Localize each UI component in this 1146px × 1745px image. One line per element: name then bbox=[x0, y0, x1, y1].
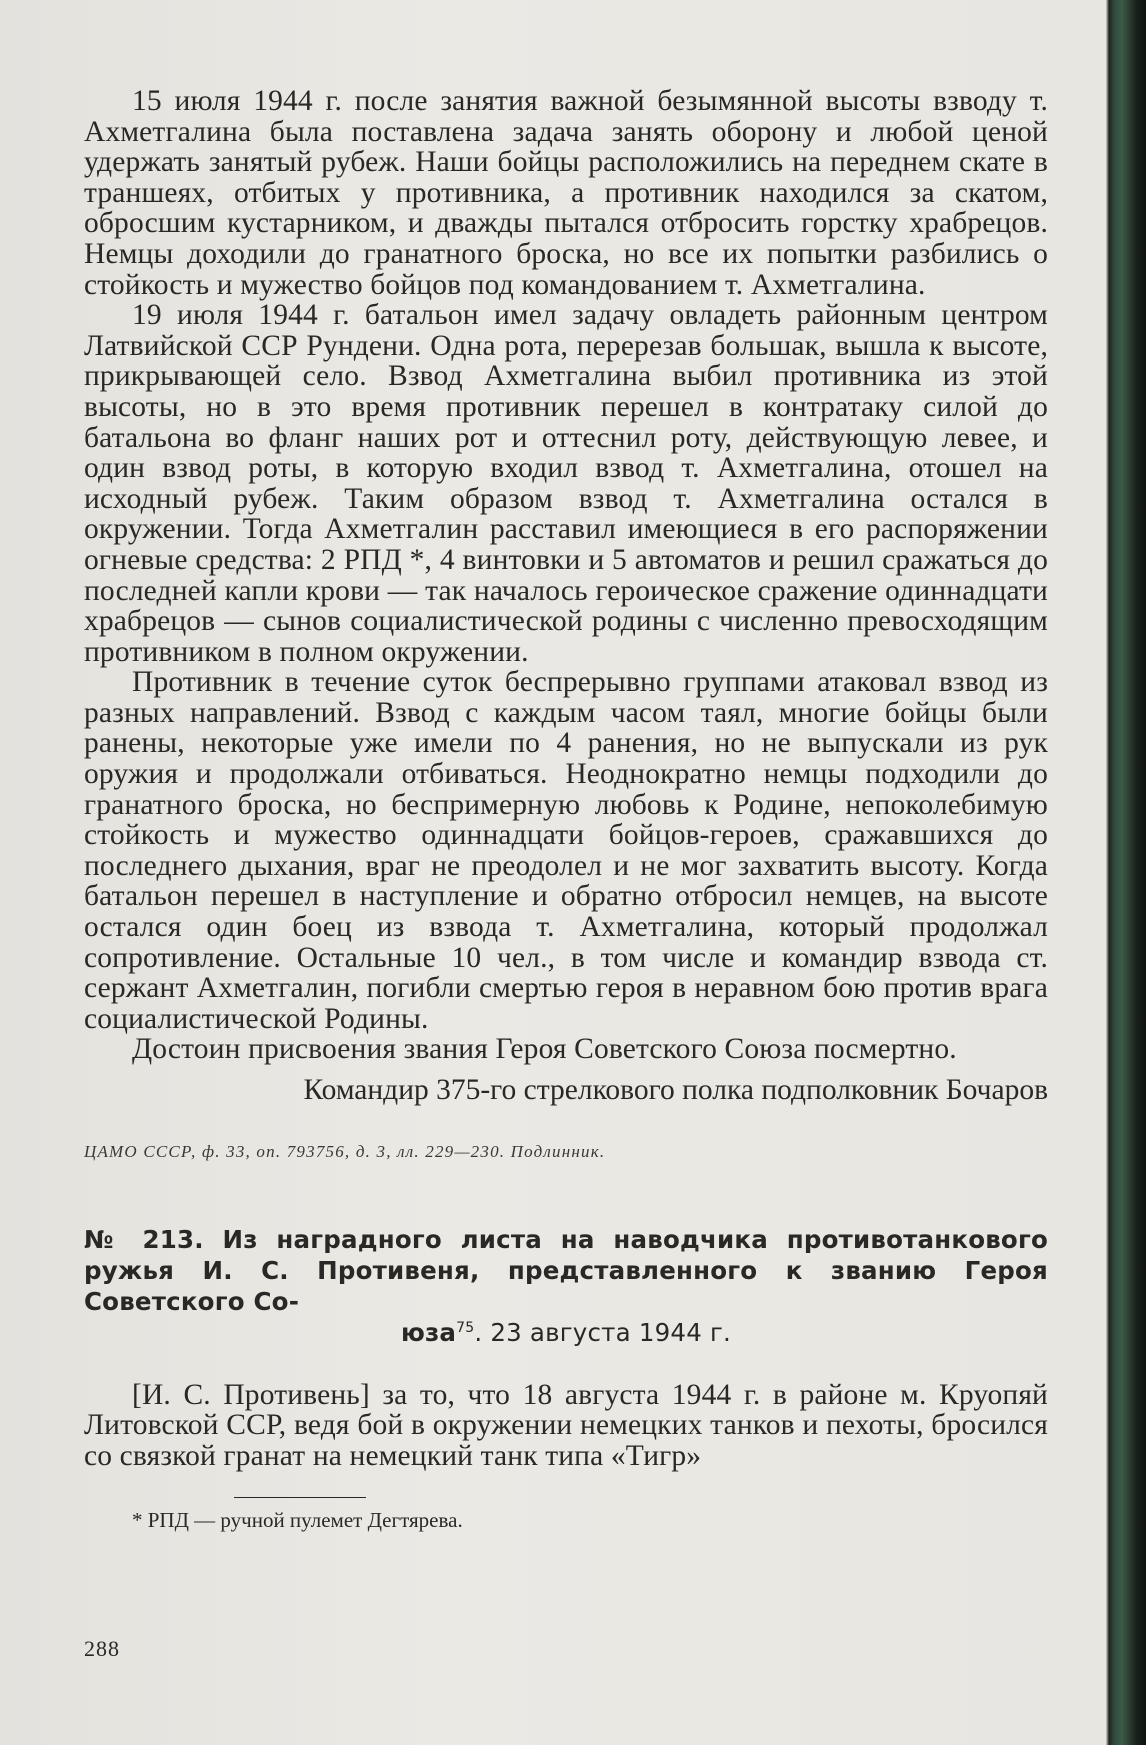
page-number: 288 bbox=[84, 1636, 120, 1661]
page-content bbox=[84, 86, 1048, 1532]
document-heading bbox=[84, 1224, 1048, 1348]
heading-last-word: юза bbox=[400, 1317, 457, 1347]
heading-main-text: № 213. Из наградного листа на наводчика противотанкового ружья И. С. Противеня, представленного к званию Героя Советского Со- bbox=[84, 1224, 1048, 1316]
book-binding-edge bbox=[1106, 0, 1146, 1745]
paragraph-2: 19 июля 1944 г. батальон имел задачу овладеть районным центром Латвийской ССР Рундени. Одна рота, перерезав большак, вышла к высоте, прикрывающей село. Взвод Ахметгалина выбил противника из этой высоты, но в это время противник перешел в контратаку силой до батальона во фланг наших рот и оттеснил роту, действующую левее, и один взвод роты, в которую входил взвод т. Ахметгалина, отошел на исходный рубеж. Таким образом взвод т. Ахметгалина остался в окружении. Тогда Ахметгалин расставил имеющиеся в его распоряжении огневые средства: 2 РПД *, 4 винтовки и 5 автоматов и решил сражаться до последней капли крови — так началось героическое сражение одиннадцати храбрецов — сынов социалистической родины с численно превосходящим противником в полном окружении. bbox=[84, 299, 1048, 668]
archive-reference: ЦАМО СССР, ф. 33, оп. 793756, д. 3, лл. 229—230. Подлинник. bbox=[84, 1141, 606, 1161]
commander-signature: Командир 375-го стрелкового полка подполковник Бочаров bbox=[303, 1074, 1048, 1106]
award-text-paragraph: [И. С. Противень] за то, что 18 августа 1944 г. в районе м. Круопяй Литовской ССР, ведя бой в окружении немецких танков и пехоты, бросился со связкой гранат на немецкий танк типа «Тигр» bbox=[84, 1378, 1048, 1472]
footnote-divider bbox=[234, 1497, 366, 1498]
paragraph-1: 15 июля 1944 г. после занятия важной безымянной высоты взводу т. Ахметгалина была поставлена задача занять оборону и любой ценой удержать занятый рубеж. Наши бойцы расположились на переднем скате в траншеях, отбитых у противника, а противник находился за скатом, обросшим кустарником, и дважды пытался отбросить горстку храбрецов. Немцы доходили до гранатного броска, но все их попытки разбились о стойкость и мужество бойцов под командованием т. Ахметгалина. bbox=[84, 85, 1048, 301]
footnote: * РПД — ручной пулемет Дегтярева. bbox=[132, 1508, 463, 1533]
heading-date: . 23 августа 1944 г. bbox=[474, 1317, 732, 1347]
footnote-reference[interactable]: 75 bbox=[456, 1319, 475, 1336]
paragraph-4: Достоин присвоения звания Героя Советского Союза посмертно. bbox=[132, 1033, 957, 1066]
paragraph-3: Противник в течение суток беспрерывно группами атаковал взвод из разных направлений. Взвод с каждым часом таял, многие бойцы были ранены, некоторые уже имели по 4 ранения, но не выпускали из рук оружия и продолжали отбиваться. Неоднократно немцы подходили до гранатного броска, но беспримерную любовь к Родине, непоколебимую стойкость и мужество одиннадцати бойцов-героев, сражавшихся до последнего дыхания, враг не преодолел и не мог захватить высоту. Когда батальон перешел в наступление и обратно отбросил немцев, на высоте остался один боец из взвода т. Ахметгалина, который продолжал сопротивление. Остальные 10 чел., в том числе и командир взвода ст. сержант Ахметгалин, погибли смертью героя в неравном бою против врага социалистической Родины. bbox=[84, 666, 1048, 1035]
heading-last-line bbox=[84, 1317, 1048, 1348]
